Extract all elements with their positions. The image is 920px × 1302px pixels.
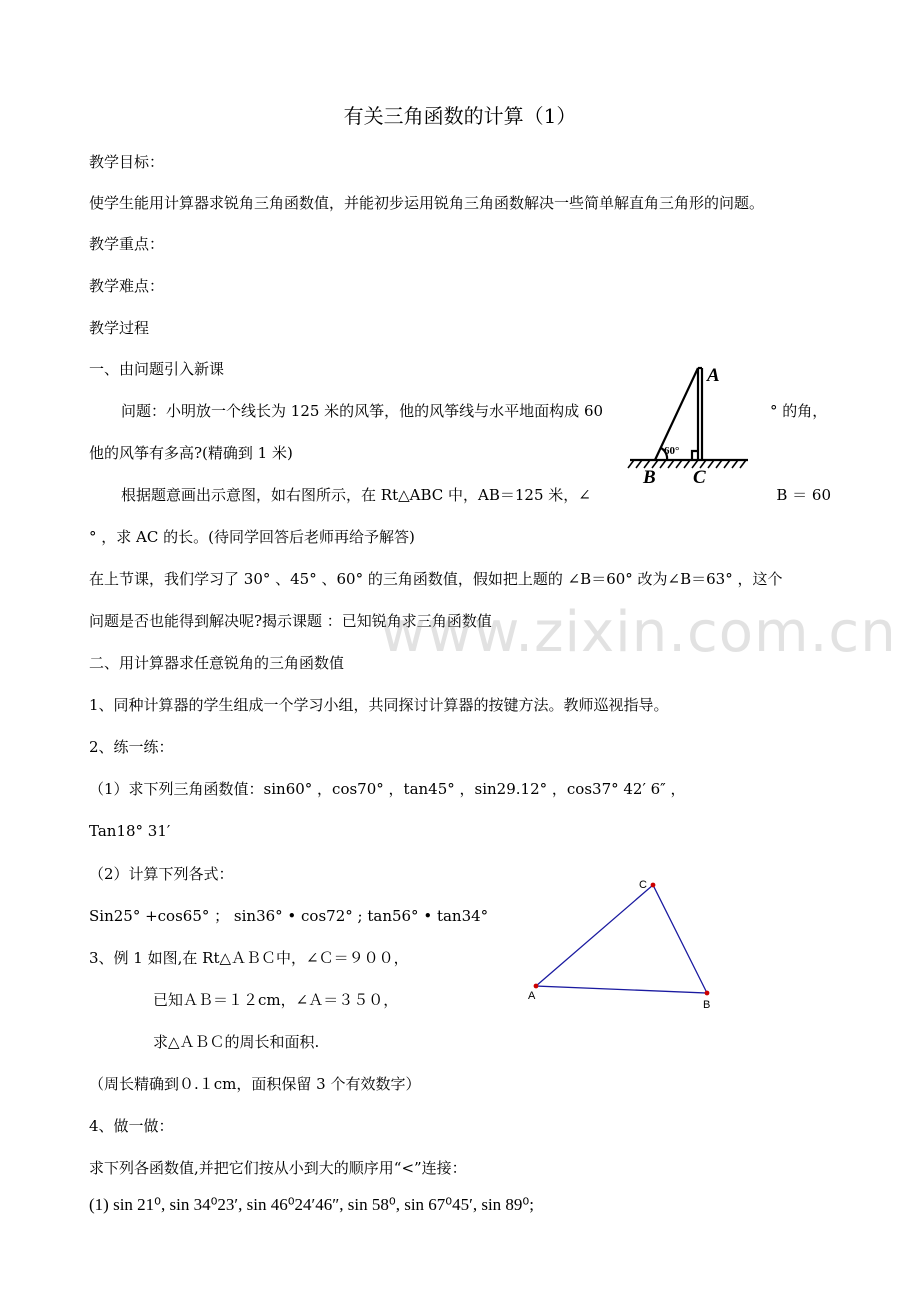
solution-text-start: 根据题意画出示意图，如右图所示，在 Rt△ABC 中，AB＝125 米，∠: [121, 486, 591, 504]
exercise-two: （2）计算下列各式：: [89, 865, 234, 883]
kite-label-a: A: [707, 365, 720, 386]
heading-part-two: 二、用计算器求任意锐角的三角函数值: [89, 654, 345, 672]
example-one-note: （周长精确到０.１cm，面积保留 3 个有效数字）: [89, 1075, 421, 1093]
example-one-question: 求△ＡＢＣ的周长和面积.: [153, 1033, 320, 1051]
triangle-label-a: A: [528, 990, 536, 1002]
kite-angle-label: 60°: [664, 445, 680, 457]
step-four-heading: 4、做一做：: [89, 1117, 174, 1135]
exercise-one: （1）求下列三角函数值：sin60° ，cos70° ，tan45° ，sin29.12° ，cos37° 42′ 6″ ，: [89, 780, 686, 798]
page-title: 有关三角函数的计算（1）: [343, 104, 577, 128]
problem-text-end: ° 的角，: [770, 402, 828, 420]
sine-list-expression: (1) sin 21⁰, sin 34⁰23′, sin 46⁰24′46″, sin 58⁰, sin 67⁰45′, sin 89⁰;: [89, 1195, 534, 1214]
section-label-objectives: 教学目标：: [89, 153, 165, 171]
paragraph-review: 在上节课，我们学习了 30° 、45° 、60° 的三角函数值，假如把上题的 ∠B＝60° 改为∠B＝63° ，这个: [89, 570, 783, 588]
example-one: 3、例 1 如图,在 Rt△ＡＢＣ中，∠Ｃ＝９００，: [89, 949, 409, 967]
kite-label-c: C: [693, 467, 706, 488]
solution-text-continued: ° ，求 AC 的长。(待同学回答后老师再给予解答): [89, 528, 415, 546]
problem-text-continued: 他的风筝有多高?(精确到 1 米): [89, 444, 293, 462]
exercise-one-continued: Tan18° 31′: [89, 822, 171, 840]
paragraph-topic: 问题是否也能得到解决呢?揭示课题 ：已知锐角求三角函数值: [89, 612, 492, 630]
kite-triangle-figure: [628, 360, 753, 488]
step-four-instruction: 求下列各函数值,并把它们按从小到大的顺序用“<”连接：: [89, 1159, 467, 1177]
paragraph-objectives: 使学生能用计算器求锐角三角函数值，并能初步运用锐角三角函数解决一些简单解直角三角形的问题。: [89, 194, 765, 212]
example-one-given: 已知ＡＢ＝１２cm，∠Ａ＝３５０，: [153, 991, 399, 1009]
exercise-two-expressions: Sin25° +cos65° ； sin36° • cos72° ; tan56° • tan34°: [89, 907, 489, 925]
watermark: www.zixin.com.cn: [380, 600, 897, 665]
triangle-label-b: B: [703, 999, 711, 1011]
triangle-label-c: C: [639, 879, 647, 891]
step-one: 1、同种计算器的学生组成一个学习小组，共同探讨计算器的按键方法。教师巡视指导。: [89, 696, 669, 714]
section-label-key-points: 教学重点：: [89, 235, 165, 253]
problem-text-start: 问题：小明放一个线长为 125 米的风筝，他的风筝线与水平地面构成 60: [121, 402, 604, 420]
section-label-process: 教学过程: [89, 319, 150, 337]
step-two-heading: 2、练一练：: [89, 738, 174, 756]
kite-label-b: B: [643, 467, 656, 488]
triangle-abc-figure: [520, 872, 720, 1017]
section-label-difficulties: 教学难点：: [89, 277, 165, 295]
solution-text-end: B ＝ 60: [776, 486, 831, 504]
heading-part-one: 一、由问题引入新课: [89, 360, 225, 378]
